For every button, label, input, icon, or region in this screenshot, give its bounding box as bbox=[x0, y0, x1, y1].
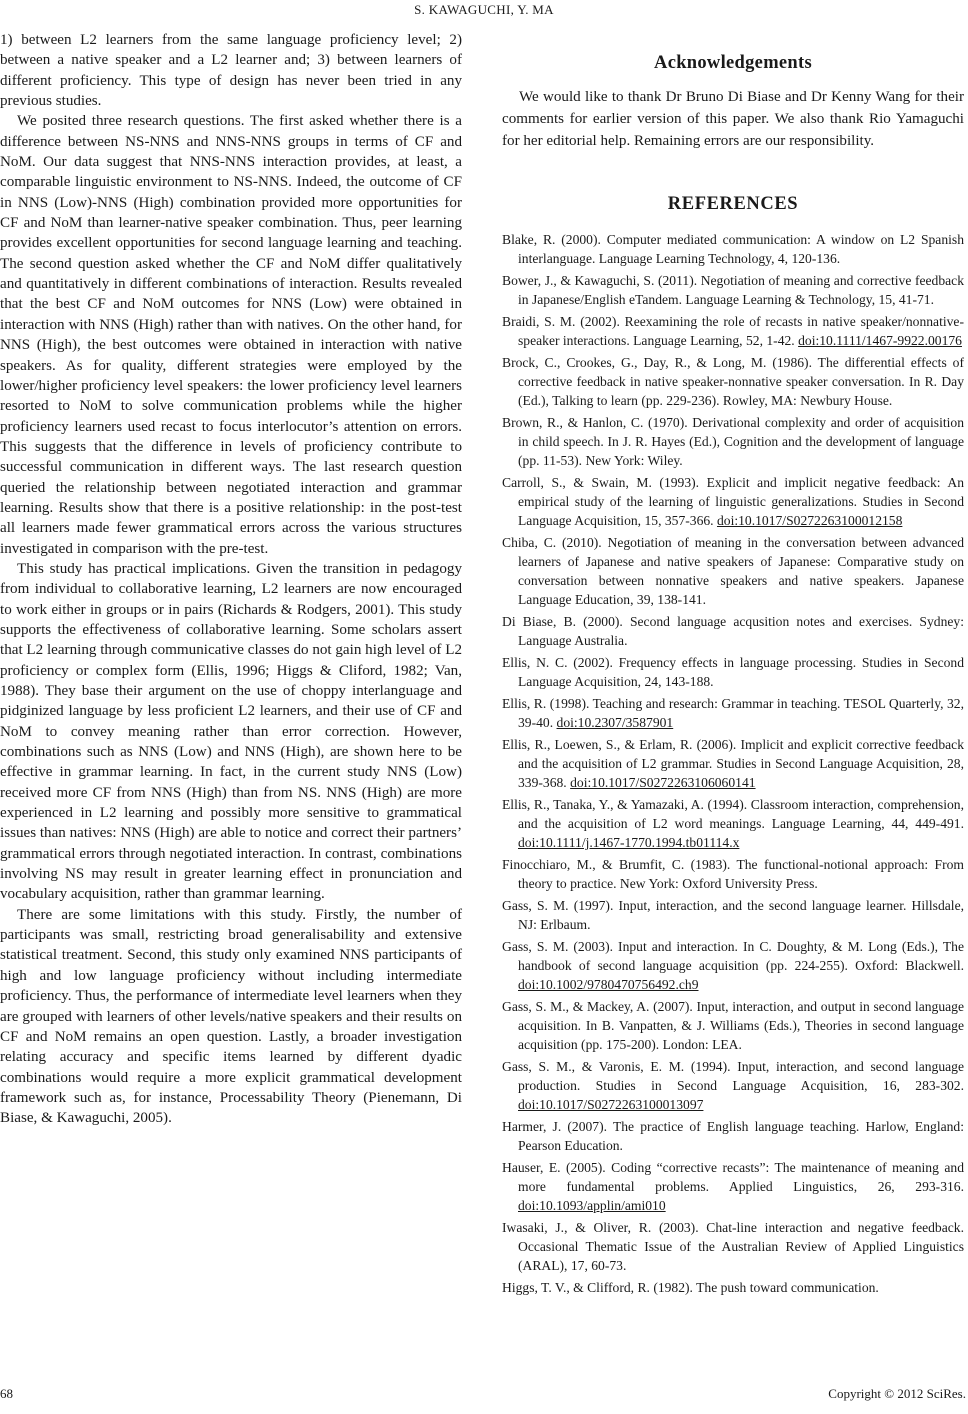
reference-text: Ellis, N. C. (2002). Frequency effects in language processing. Studies in Second Language Acquisition, 24, 143-188. bbox=[502, 655, 964, 689]
reference-item bbox=[502, 413, 964, 470]
references-heading: REFERENCES bbox=[667, 194, 799, 214]
reference-item bbox=[502, 997, 964, 1054]
page-number: 68 bbox=[0, 1386, 13, 1401]
reference-item bbox=[502, 312, 964, 350]
reference-text: Gass, S. M., & Varonis, E. M. (1994). Input, interaction, and second language production. Studies in Second Language Acquisition, 16, 283-302. bbox=[502, 1059, 964, 1093]
body-paragraph: 1) between L2 learners from the same language proficiency level; 2) between a native speaker and a L2 learner and; 3) between learners of different proficiency. This type of design has never been tried in any previous studies. bbox=[0, 32, 462, 110]
reference-item bbox=[502, 1218, 964, 1275]
reference-text: Chiba, C. (2010). Negotiation of meaning in the conversation between advanced learners of Japanese and native speakers of Japanese: Comparative study on conversation between nonnative speakers and native speakers. Japanese Language Education, 39, 138-141. bbox=[502, 535, 964, 607]
reference-text: Gass, S. M. (1997). Input, interaction, and the second language learner. Hillsdale, NJ: Erlbaum. bbox=[502, 898, 964, 932]
reference-doi-link[interactable]: doi:10.2307/3587901 bbox=[556, 715, 674, 730]
reference-item bbox=[502, 653, 964, 691]
reference-doi-link[interactable]: doi:10.1111/j.1467-1770.1994.tb01114.x bbox=[518, 835, 740, 850]
reference-item bbox=[502, 1117, 964, 1155]
reference-text: Iwasaki, J., & Oliver, R. (2003). Chat-line interaction and negative feedback. Occasional Thematic Issue of the Australian Review of Applied Linguistics (ARAL), 17, 60-73. bbox=[502, 1220, 964, 1273]
copyright-notice: Copyright © 2012 SciRes. bbox=[828, 1386, 966, 1401]
body-paragraph: There are some limitations with this study. Firstly, the number of participants was small, restricting broad generalisability and extensive statistical treatment. Second, this study only examined NNS participants of high and low language proficiency without including intermediate proficiency. Thus, the performance of intermediate level learners when they are grouped with learners of other levels/native speakers and their results on CF and NoM remains an open question. Lastly, a broader investigation relating accuracy and specific items learned by different dyadic combinations would require a more explicit grammatical development framework such as, for instance, Processability Theory (Pienemann, Di Biase, & Kawaguchi, 2005). bbox=[0, 906, 462, 1127]
reference-text: Brock, C., Crookes, G., Day, R., & Long, M. (1986). The differential effects of corrective feedback in native speaker-nonnative speaker conversation. In R. Day (Ed.), Talking to learn (pp. 229-236). Rowley, MA: Newbury House. bbox=[502, 355, 964, 408]
reference-text: Finocchiaro, M., & Brumfit, C. (1983). The functional-notional approach: From theory to practice. New York: Oxford University Press. bbox=[502, 857, 964, 891]
reference-text: Bower, J., & Kawaguchi, S. (2011). Negotiation of meaning and corrective feedback in Japanese/English eTandem. Language Learning & Technology, 15, 41-71. bbox=[502, 273, 964, 307]
right-column bbox=[502, 48, 964, 1300]
reference-item bbox=[502, 612, 964, 650]
reference-list bbox=[502, 230, 964, 1297]
reference-doi-link[interactable]: doi:10.1093/applin/ami010 bbox=[518, 1198, 666, 1213]
reference-text: Harmer, J. (2007). The practice of English language teaching. Harlow, England: Pearson Education. bbox=[502, 1119, 964, 1153]
reference-item bbox=[502, 694, 964, 732]
reference-text: Braidi, S. M. (2002). Reexamining the role of recasts in native speaker/nonnative-speaker interactions. Language Learning, 52, 1-42. bbox=[502, 314, 964, 348]
body-paragraph: This study has practical implications. Given the transition in pedagogy from individual to collaborative learning, L2 learners are now encouraged to work either in groups or in pairs (Richards & Rodgers, 2001). This study supports the effectiveness of collaborative learning. Some scholars assert that L2 learning through communicative classes do not gain high level of L2 proficiency or complex form (Ellis, 1996; Higgs & Cliford, 1982; Van, 1988). They base their argument on the use of choppy interlanguage and pidginized language by less proficient L2 learners, and their use of CF and NoM to convey meaning rather than error correction. However, combinations such as NNS (Low) and NNS (High), are shown here to be effective in grammar learning. In fact, in the current study NNS (Low) received more CF from NNS (High) than from NS. NNS (High) are more experienced in L2 learning and possibly more sensitive to grammatical issues than natives: NNS (High) are able to notice and correct their partners’ grammatical errors through negotiated interaction. In contrast, combinations involving NS may result in greater learning effect in pronunciation and vocabulary acquisition, rather than grammar learning. bbox=[0, 560, 462, 903]
reference-text: Gass, S. M. (2003). Input and interaction. In C. Doughty, & M. Long (Eds.), The handbook of second language acquisition (pp. 224-255). Oxford: Blackwell. bbox=[502, 939, 964, 973]
reference-text: Gass, S. M., & Mackey, A. (2007). Input, interaction, and output in second language acquisition. In B. Vanpatten, & J. Williams (Eds.), Theories in second language acquisition (pp. 175-200). London: LEA. bbox=[502, 999, 964, 1052]
reference-item bbox=[502, 795, 964, 852]
reference-item bbox=[502, 353, 964, 410]
reference-item bbox=[502, 1158, 964, 1215]
acknowledgements-text: We would like to thank Dr Bruno Di Biase and Dr Kenny Wang for their comments for earlier version of this paper. We also thank Rio Yamaguchi for her editorial help. Remaining errors are our responsibility. bbox=[502, 89, 964, 149]
reference-text: Carroll, S., & Swain, M. (1993). Explicit and implicit negative feedback: An empirical study of the learning of linguistic generalizations. Studies in Second Language Acquisition, 15, 357-366. bbox=[502, 475, 964, 528]
reference-doi-link[interactable]: doi:10.1111/1467-9922.00176 bbox=[798, 333, 962, 348]
reference-item bbox=[502, 735, 964, 792]
body-paragraph: We posited three research questions. The first asked whether there is a difference between NS-NNS and NNS-NNS groups in terms of CF and NoM. Our data suggest that NNS-NNS interaction provides, at least, a comparable linguistic environment to NS-NNS. Indeed, the outcome of CF in NNS (Low)-NNS (High) combination provided more opportunities for CF and NoM than learner-native speaker combination. Thus, peer learning provides excellent opportunities for second language learning and teaching. The second question asked whether the CF and NoM differ qualitatively and quantitatively in different combinations of interaction. Results revealed that the best CF and NoM outcomes for NNS (Low) were obtained in interaction with NNS (High) rather than with natives. On the other hand, for NNS (High), the best outcomes were obtained in interaction with native speakers. As for quality, different strategies were employed by the lower/higher proficiency level speakers: the lower proficiency level learners resorted to NoM to solve communication problems while the higher proficiency learners used recast to focus interlocutor’s attention on errors. This suggests that the difference in levels of proficiency contribute to successful communication in different ways. The last research question queried the relationship between negotiated interaction and grammar learning. Results show that there is a positive relationship: in the post-test all learners made fewer grammatical errors across the various structures investigated in comparison with the pre-test. bbox=[0, 113, 462, 557]
reference-text: Blake, R. (2000). Computer mediated communication: A window on L2 Spanish interlanguage. Language Learning Technology, 4, 120-136. bbox=[502, 232, 964, 266]
reference-item bbox=[502, 896, 964, 934]
reference-doi-link[interactable]: doi:10.1017/S0272263100013097 bbox=[518, 1097, 704, 1112]
reference-item bbox=[502, 937, 964, 994]
body-text-column bbox=[0, 30, 462, 1129]
running-head: S. KAWAGUCHI, Y. MA bbox=[414, 2, 554, 17]
reference-text: Ellis, R., Tanaka, Y., & Yamazaki, A. (1994). Classroom interaction, comprehension, and the acquisition of L2 word meanings. Language Learning, 44, 449-491. bbox=[502, 797, 964, 831]
acknowledgements-heading: Acknowledgements bbox=[654, 53, 812, 73]
reference-doi-link[interactable]: doi:10.1017/S0272263100012158 bbox=[716, 513, 903, 528]
reference-item bbox=[502, 230, 964, 268]
reference-text: Ellis, R., Loewen, S., & Erlam, R. (2006). Implicit and explicit corrective feedback and the acquisition of L2 grammar. Studies in Second Language Acquisition, 28, 339-368. bbox=[502, 737, 964, 790]
reference-doi-link[interactable]: doi:10.1017/S0272263106060141 bbox=[570, 775, 756, 790]
reference-doi-link[interactable]: doi:10.1002/9780470756492.ch9 bbox=[518, 977, 699, 992]
reference-item bbox=[502, 1057, 964, 1114]
reference-item bbox=[502, 533, 964, 609]
reference-item bbox=[502, 1278, 964, 1297]
reference-text: Ellis, R. (1998). Teaching and research: Grammar in teaching. TESOL Quarterly, 32, 39-40. bbox=[502, 696, 964, 730]
reference-item bbox=[502, 473, 964, 530]
reference-text: Higgs, T. V., & Clifford, R. (1982). The push toward communication. bbox=[502, 1280, 879, 1295]
reference-item bbox=[502, 271, 964, 309]
reference-text: Hauser, E. (2005). Coding “corrective recasts”: The maintenance of meaning and more fundamental problems. Applied Linguistics, 26, 293-316. bbox=[502, 1160, 964, 1194]
reference-item bbox=[502, 855, 964, 893]
reference-text: Brown, R., & Hanlon, C. (1970). Derivational complexity and order of acquisition in child speech. In J. R. Hayes (Ed.), Cognition and the development of language (pp. 11-53). New York: Wiley. bbox=[502, 415, 964, 468]
reference-text: Di Biase, B. (2000). Second language acqusition notes and exercises. Sydney: Language Australia. bbox=[502, 614, 964, 648]
